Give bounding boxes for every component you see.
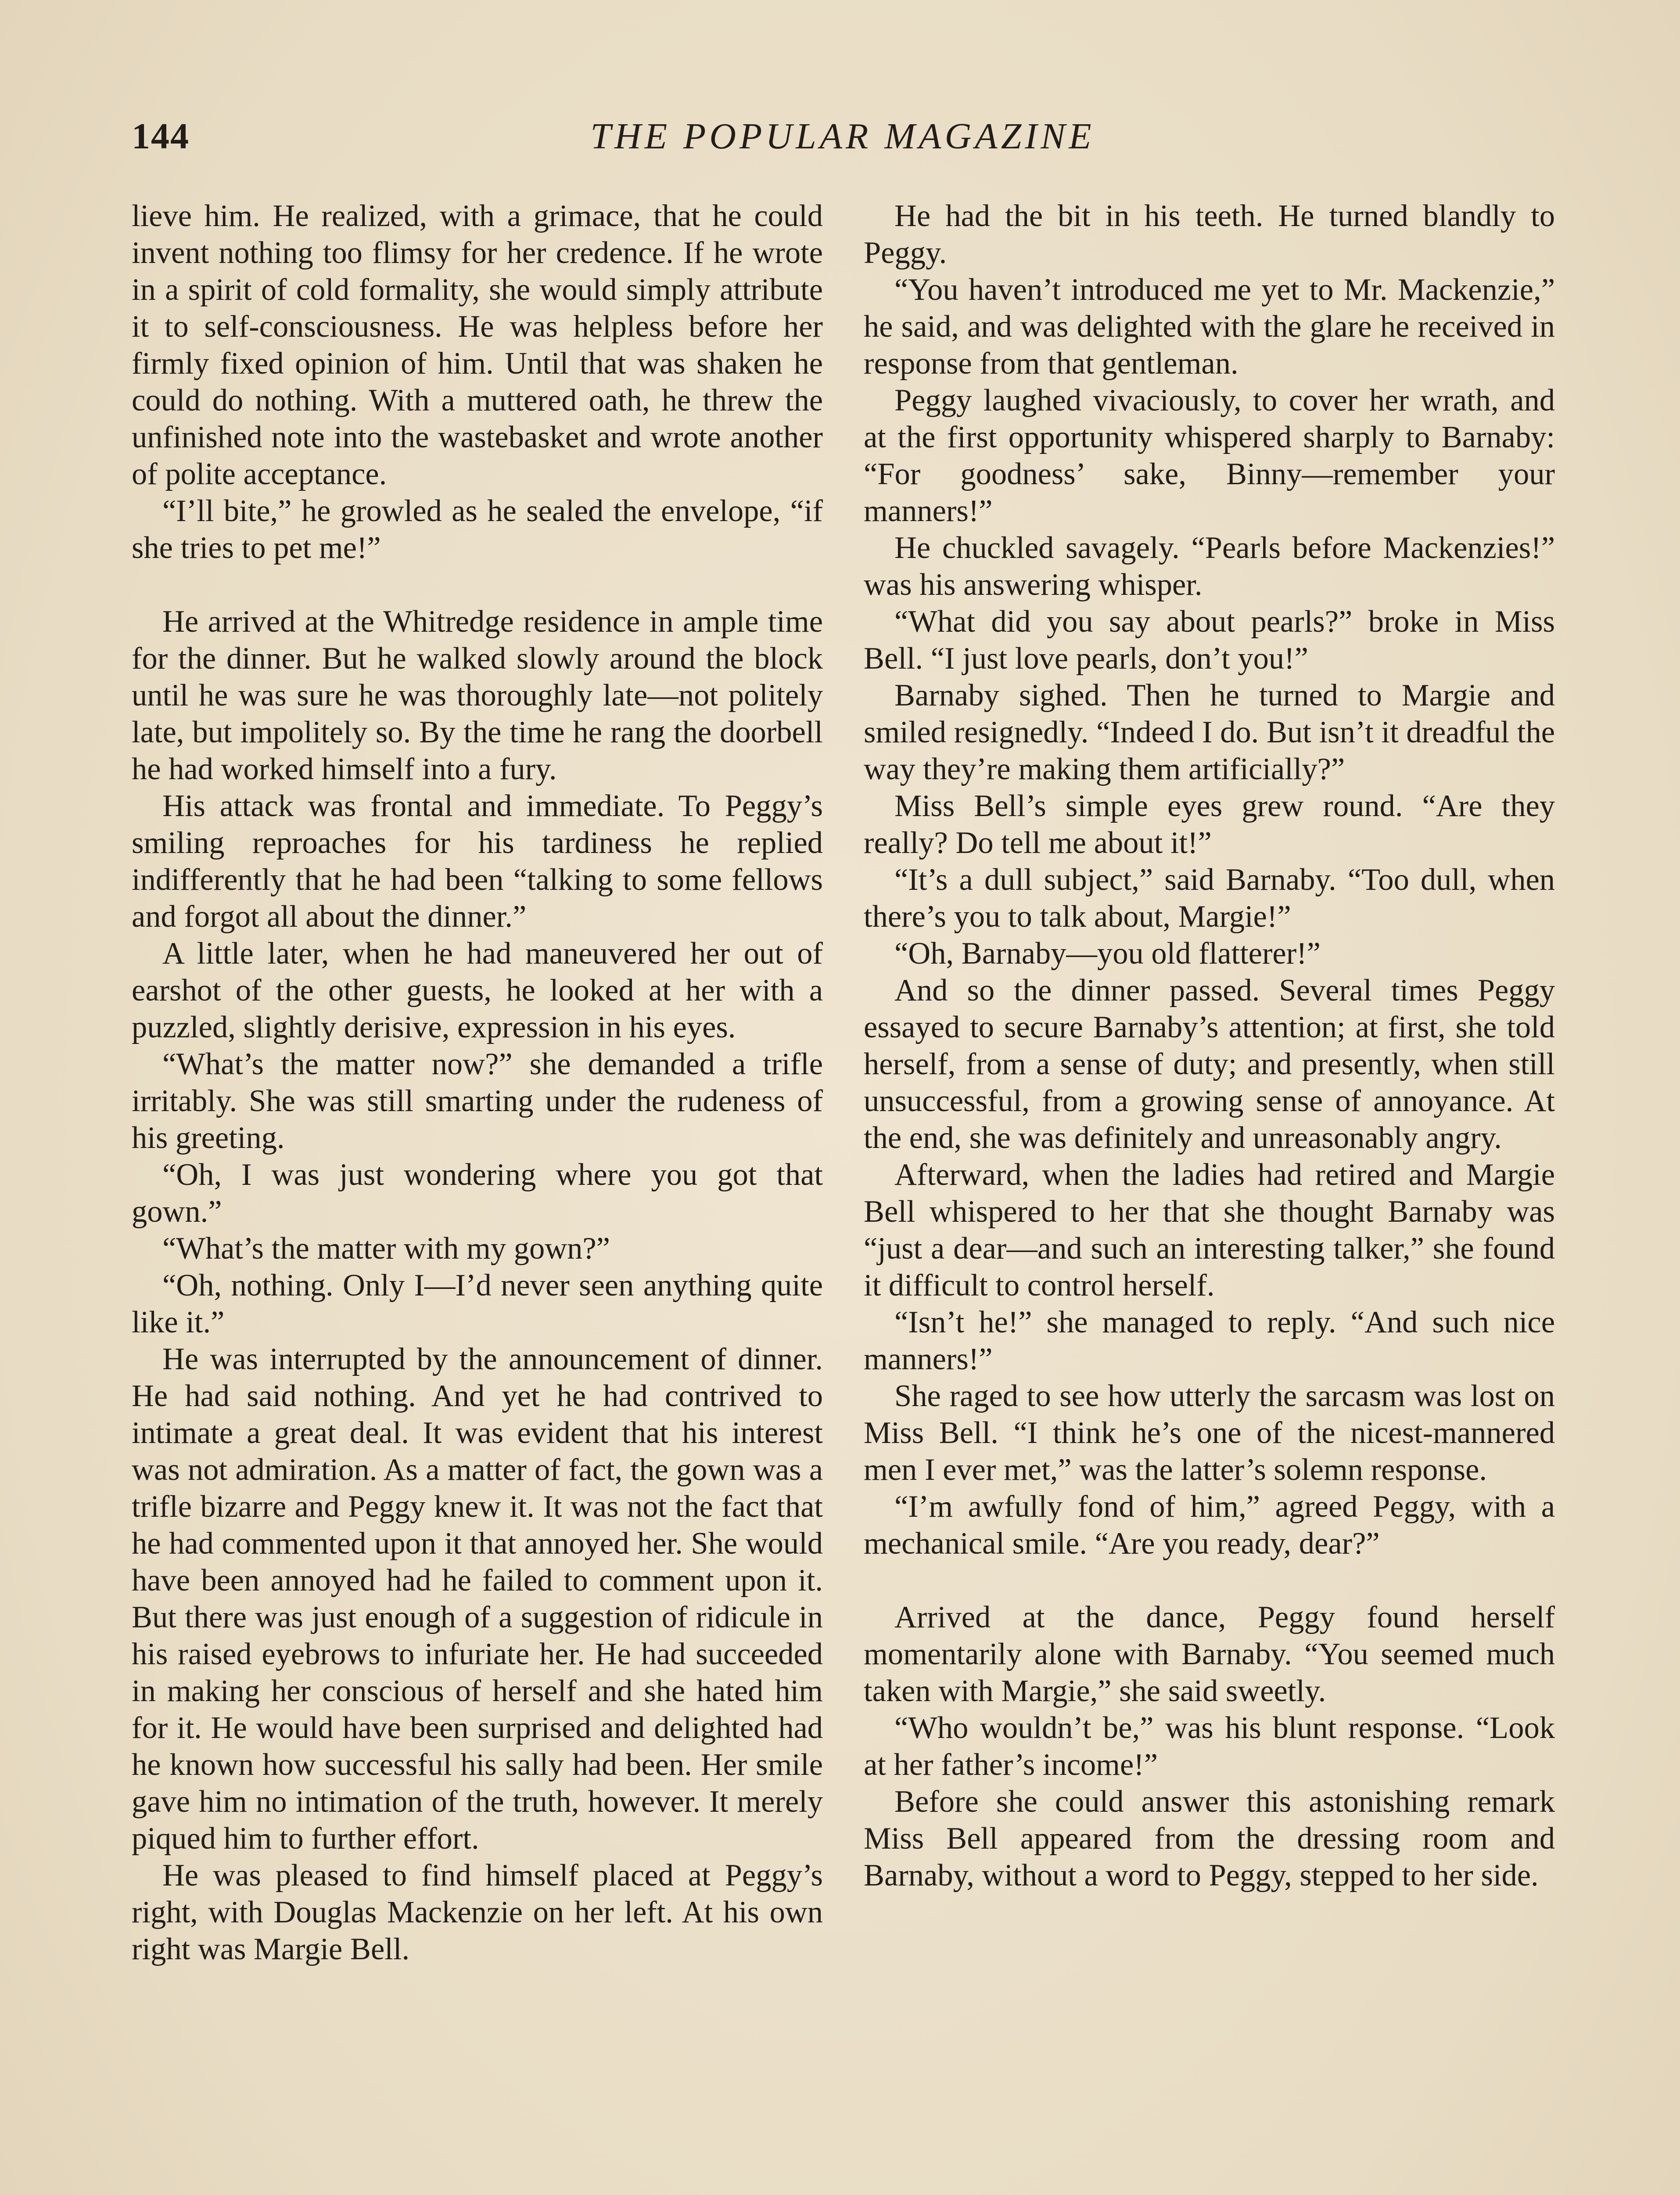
paragraph: “I’m awfully fond of him,” agreed Peggy, with a mechanical smile. “Are you ready, dear?” bbox=[864, 1490, 1555, 1561]
paragraph: Before she could answer this astonishing remark Miss Bell appeared from the dressing room and Barnaby, without a word to Peggy, stepped to her side. bbox=[864, 1785, 1555, 1893]
page-header bbox=[132, 115, 1554, 168]
paragraph: He had the bit in his teeth. He turned blandly to Peggy. bbox=[864, 199, 1555, 270]
paragraph: “You haven’t introduced me yet to Mr. Mackenzie,” he said, and was delighted with the glare he received in response from that gentleman. bbox=[864, 273, 1555, 381]
paragraph: “Oh, Barnaby—you old flatterer!” bbox=[894, 936, 1321, 971]
page-number: 144 bbox=[132, 116, 190, 157]
paragraph: “It’s a dull subject,” said Barnaby. “Too dull, when there’s you to talk about, Margie!” bbox=[864, 863, 1555, 934]
paragraph: He was interrupted by the announcement of dinner. He had said nothing. And yet he had contrived to intimate a great deal. It was evident that his interest was not admiration. As a matter of fact, the gown was a trifle bizarre and Peggy knew it. It was not the fact that he had commented upon it that annoyed her. She would have been annoyed had he failed to comment upon it. But there was just enough of a suggestion of ridicule in his raised eyebrows to infuriate her. He had succeeded in making her conscious of herself and she hated him for it. He would have been surprised and delighted had he known how successful his sally had been. Her smile gave him no intimation of the truth, however. It merely piqued him to further effort. bbox=[132, 1342, 823, 1856]
left-column bbox=[132, 198, 823, 1968]
paragraph: Arrived at the dance, Peggy found herself momentarily alone with Barnaby. “You seemed much taken with Margie,” she said sweetly. bbox=[864, 1600, 1555, 1708]
paragraph: Afterward, when the ladies had retired and Margie Bell whispered to her that she thought Barnaby was “just a dear—and such an interesting talker,” she found it difficult to control herself. bbox=[864, 1158, 1555, 1303]
paragraph: “Who wouldn’t be,” was his blunt response. “Look at her father’s income!” bbox=[864, 1711, 1555, 1782]
paragraph: And so the dinner passed. Several times Peggy essayed to secure Barnaby’s attention; at first, she told herself, from a sense of duty; and presently, when still unsuccessful, from a growing sense of annoyance. At the end, she was definitely and unreasonably angry. bbox=[864, 973, 1555, 1155]
paragraph: Peggy laughed vivaciously, to cover her wrath, and at the first opportunity whispered sharply to Barnaby: “For goodness’ sake, Binny—remember your manners!” bbox=[864, 383, 1555, 528]
running-title: THE POPULAR MAGAZINE bbox=[590, 116, 1095, 157]
paragraph: “Oh, nothing. Only I—I’d never seen anything quite like it.” bbox=[132, 1268, 823, 1339]
section-break bbox=[864, 1562, 1555, 1599]
paragraph: Barnaby sighed. Then he turned to Margie and smiled resignedly. “Indeed I do. But isn’t it dreadful the way they’re making them artificially?” bbox=[864, 678, 1555, 786]
paragraph: “What did you say about pearls?” broke in Miss Bell. “I just love pearls, don’t you!” bbox=[864, 605, 1555, 676]
paragraph: “What’s the matter now?” she demanded a trifle irritably. She was still smarting under the rudeness of his greeting. bbox=[132, 1047, 823, 1155]
paragraph: He arrived at the Whitredge residence in ample time for the dinner. But he walked slowly around the block until he was sure he was thoroughly late—not politely late, but impolitely so. By the time he rang the doorbell he had worked himself into a fury. bbox=[132, 605, 823, 786]
section-break bbox=[132, 566, 823, 603]
paragraph: “What’s the matter with my gown?” bbox=[162, 1231, 610, 1266]
paragraph: He chuckled savagely. “Pearls before Mackenzies!” was his answering whisper. bbox=[864, 531, 1555, 602]
paragraph: Miss Bell’s simple eyes grew round. “Are they really? Do tell me about it!” bbox=[864, 789, 1555, 860]
paragraph: “Isn’t he!” she managed to reply. “And such nice manners!” bbox=[864, 1305, 1555, 1376]
right-column bbox=[864, 198, 1555, 1894]
paragraph: lieve him. He realized, with a grimace, that he could invent nothing too flimsy for her credence. If he wrote in a spirit of cold formality, she would simply attribute it to self-consciousness. He was helpless before her firmly fixed opinion of him. Until that was shaken he could do nothing. With a muttered oath, he threw the unfinished note into the wastebasket and wrote another of polite acceptance. bbox=[132, 199, 823, 491]
paragraph: His attack was frontal and immediate. To Peggy’s smiling reproaches for his tardiness he replied indifferently that he had been “talking to some fellows and forgot all about the dinner.” bbox=[132, 789, 823, 934]
paragraph: A little later, when he had maneuvered her out of earshot of the other guests, he looked at her with a puzzled, slightly derisive, expression in his eyes. bbox=[132, 936, 823, 1044]
paragraph: He was pleased to find himself placed at Peggy’s right, with Douglas Mackenzie on her left. At his own right was Margie Bell. bbox=[132, 1858, 823, 1966]
paragraph: She raged to see how utterly the sarcasm was lost on Miss Bell. “I think he’s one of the nicest-mannered men I ever met,” was the latter’s solemn response. bbox=[864, 1379, 1555, 1487]
paragraph: “I’ll bite,” he growled as he sealed the envelope, “if she tries to pet me!” bbox=[132, 494, 823, 565]
paragraph: “Oh, I was just wondering where you got that gown.” bbox=[132, 1158, 823, 1229]
